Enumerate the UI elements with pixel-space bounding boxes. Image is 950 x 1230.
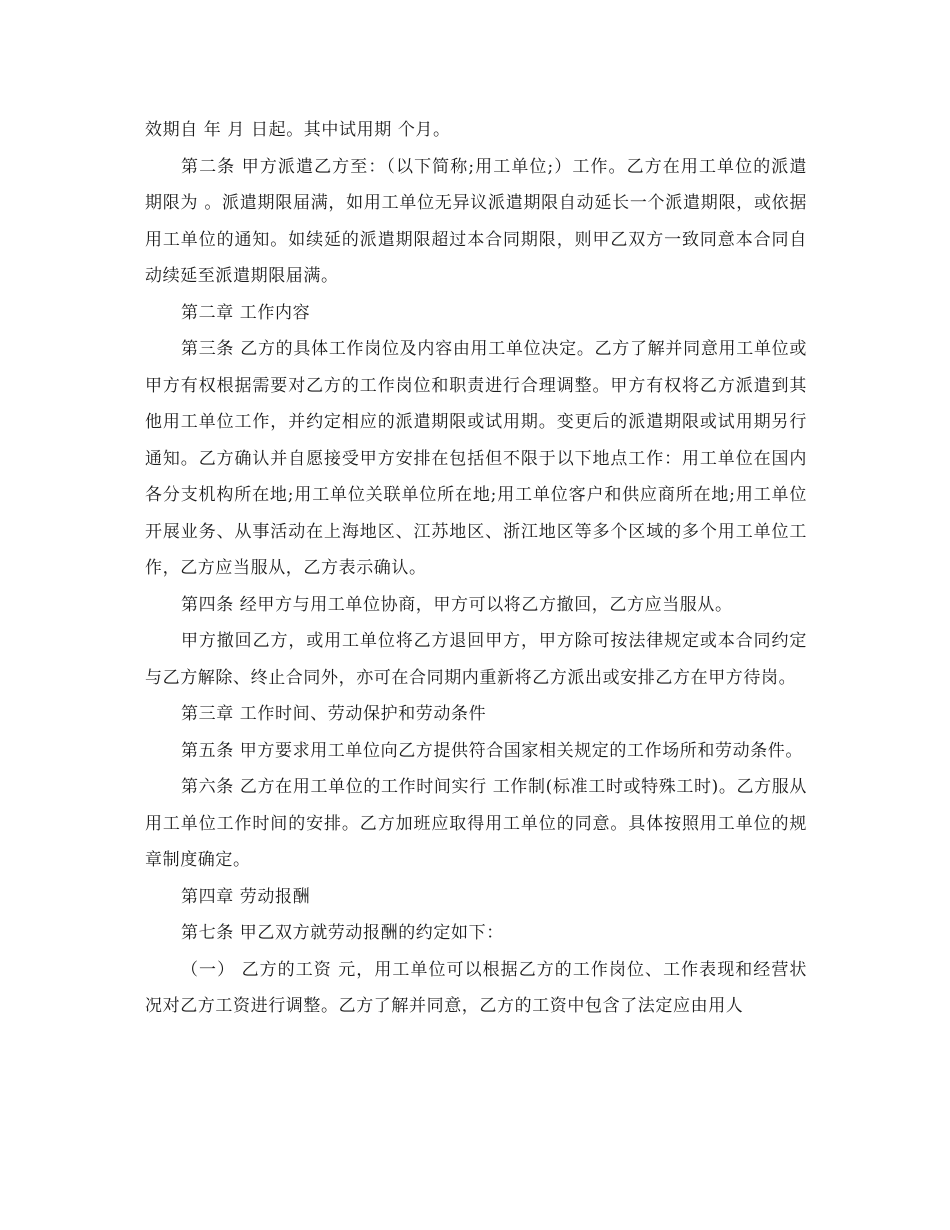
paragraph-article-4: 第四条 经甲方与用工单位协商，甲方可以将乙方撤回，乙方应当服从。 xyxy=(181,594,733,615)
paragraph-article-7: 第七条 甲乙双方就劳动报酬的约定如下： xyxy=(181,923,504,943)
paragraph-article-7-item-1: （一） 乙方的工资 元，用工单位可以根据乙方的工作岗位、工作表现和经营状况对乙方工资进行调整。乙方了解并同意，乙方的工资中包含了法定应由用人 xyxy=(145,959,807,1016)
document-body xyxy=(145,112,807,1025)
chapter-2-heading: 第二章 工作内容 xyxy=(181,302,311,323)
chapter-4-heading: 第四章 劳动报酬 xyxy=(181,886,311,907)
chapter-3-heading: 第三章 工作时间、劳动保护和劳动条件 xyxy=(181,704,487,724)
paragraph-article-2: 第二条 甲方派遣乙方至：（以下简称;用工单位;）工作。乙方在用工单位的派遣期限为 。派遣期限届满，如用工单位无异议派遣期限自动延长一个派遣期限，或依据用工单位的通知。如续延的派遣期限超过本合同期限，则甲乙双方一致同意本合同自动续延至派遣期限届满。 xyxy=(145,156,807,286)
paragraph-validity-period: 效期自 年 月 日起。其中试用期 个月。 xyxy=(145,120,451,140)
paragraph-article-6: 第六条 乙方在用工单位的工作时间实行 工作制(标准工时或特殊工时)。乙方服从用工单位工作时间的安排。乙方加班应取得用工单位的同意。具体按照用工单位的规章制度确定。 xyxy=(145,777,807,870)
paragraph-recall: 甲方撤回乙方，或用工单位将乙方退回甲方，甲方除可按法律规定或本合同约定与乙方解除、终止合同外，亦可在合同期内重新将乙方派出或安排乙方在甲方待岗。 xyxy=(145,631,807,688)
paragraph-article-5: 第五条 甲方要求用工单位向乙方提供符合国家相关规定的工作场所和劳动条件。 xyxy=(181,740,804,761)
paragraph-article-3: 第三条 乙方的具体工作岗位及内容由用工单位决定。乙方了解并同意用工单位或甲方有权根据需要对乙方的工作岗位和职责进行合理调整。甲方有权将乙方派遣到其他用工单位工作，并约定相应的派遣期限或试用期。变更后的派遣期限或试用期另行通知。乙方确认并自愿接受甲方安排在包括但不限于以下地点工作：用工单位在国内各分支机构所在地;用工单位关联单位所在地;用工单位客户和供应商所在地;用工单位开展业务、从事活动在上海地区、江苏地区、浙江地区等多个区域的多个用工单位工作，乙方应当服从，乙方表示确认。 xyxy=(145,339,807,578)
